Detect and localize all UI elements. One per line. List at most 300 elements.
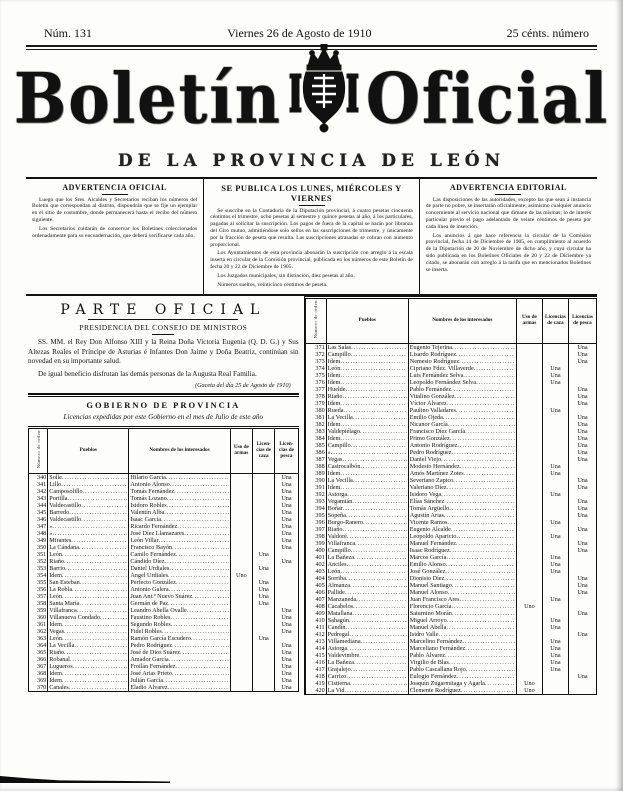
license-armas-cell <box>230 621 252 628</box>
license-armas-cell <box>516 631 542 638</box>
license-caza-cell <box>542 435 568 442</box>
scan-artifact <box>0 776 170 783</box>
license-caza-cell <box>542 687 568 695</box>
dot-leader <box>62 572 127 579</box>
dot-leader <box>453 477 515 484</box>
row-number: 419 <box>305 680 326 687</box>
pueblo-cell: Huelde ..... <box>326 386 408 393</box>
dot-leader <box>187 607 229 614</box>
row-number: 384 <box>305 435 326 442</box>
row-number: 416 <box>305 659 326 666</box>
column-header-caza: Licencias de caza <box>253 428 275 473</box>
dot-leader <box>172 544 229 551</box>
pueblo-cell: San Esteban ..... <box>48 579 129 586</box>
dot-leader <box>176 579 229 586</box>
pueblo-cell: Valdevimbre ..... <box>326 652 408 659</box>
dot-leader <box>352 610 406 617</box>
license-pesca-cell <box>568 568 596 575</box>
license-caza-cell <box>542 498 568 505</box>
name-cell: Paulino Valladares ..... <box>408 407 516 414</box>
table-row <box>305 582 596 589</box>
dot-leader <box>170 481 229 488</box>
table-row <box>305 610 596 617</box>
name-cell: Saturnino Morán ..... <box>408 610 516 617</box>
license-armas-cell: Uno <box>230 572 252 579</box>
dot-leader <box>456 351 515 358</box>
license-pesca-cell <box>275 600 298 607</box>
name-cell: Miguel Arroyo ..... <box>408 617 516 624</box>
license-armas-cell <box>516 470 542 477</box>
pueblo-cell: Idem ..... <box>326 358 408 365</box>
pueblo-cell: Valdecastillo ..... <box>48 502 129 509</box>
row-number: 347 <box>29 523 48 530</box>
dot-leader <box>451 386 515 393</box>
table-row <box>29 523 299 530</box>
license-pesca-cell <box>568 603 596 610</box>
license-pesca-cell: Una <box>275 656 298 663</box>
name-cell: León Villar ..... <box>129 537 230 544</box>
dot-leader <box>174 488 229 495</box>
dot-leader <box>77 607 128 614</box>
dot-leader <box>456 540 515 547</box>
table-row <box>29 495 299 502</box>
pueblo-cell: La Cándana ..... <box>48 544 129 551</box>
table-row <box>29 516 299 523</box>
dot-leader <box>351 442 407 449</box>
table-row <box>305 498 596 505</box>
license-armas-cell <box>230 649 252 656</box>
license-caza-cell <box>253 656 275 663</box>
license-caza-cell: Una <box>253 579 275 586</box>
license-caza-cell <box>253 516 275 523</box>
license-armas-cell <box>230 473 252 481</box>
table-row <box>305 638 596 645</box>
table-header-row <box>305 298 596 343</box>
table-row <box>305 470 596 477</box>
dot-leader <box>342 456 406 463</box>
row-number: 363 <box>29 635 48 642</box>
license-armas-cell <box>516 652 542 659</box>
license-caza-cell <box>542 421 568 428</box>
gaceta-reference: (Gaceta del día 25 de Agosto de 1910) <box>195 381 291 389</box>
table-row <box>29 558 299 565</box>
name-cell: Amós Martínez Zotes ..... <box>408 470 516 477</box>
name-cell: Vicente Ramos ..... <box>408 519 516 526</box>
table-row <box>305 659 596 666</box>
row-number: 373 <box>305 358 326 365</box>
dot-leader <box>450 547 515 554</box>
name-cell: Germán de Paz ..... <box>129 600 230 607</box>
name-cell: Pablo Fernández ..... <box>408 386 516 393</box>
pueblo-cell: Valdecastillo ..... <box>48 516 129 523</box>
table-row <box>29 509 299 516</box>
license-pesca-cell: Una <box>568 477 596 484</box>
dot-leader <box>452 603 515 610</box>
pueblo-cell: Pedregal ..... <box>326 631 408 638</box>
license-pesca-cell: Una <box>568 428 596 435</box>
license-caza-cell <box>542 631 568 638</box>
dot-leader <box>452 449 515 456</box>
table-row <box>305 386 596 393</box>
name-cell: Daniel Urdiales ..... <box>129 565 230 572</box>
name-cell: Valentín Alba ..... <box>129 509 230 516</box>
row-number: 379 <box>305 400 326 407</box>
row-number: 352 <box>29 558 48 565</box>
license-pesca-cell <box>275 586 298 593</box>
pueblo-cell: Burgo-Ranero ..... <box>326 519 408 526</box>
license-caza-cell <box>253 523 275 530</box>
license-armas-cell <box>230 663 252 670</box>
row-number: 386 <box>305 449 326 456</box>
parte-oficial-paragraph: De igual beneficio disfrutan las demás personas de la Augusta Real Familia. <box>38 369 257 378</box>
license-armas-cell <box>516 596 542 603</box>
license-armas-cell <box>230 677 252 684</box>
pueblo-cell: Vegas ..... <box>326 456 408 463</box>
notice-official <box>26 179 203 295</box>
name-cell: Pedro Rodríguez ..... <box>408 449 516 456</box>
license-pesca-cell: Una <box>275 607 298 614</box>
table-row <box>305 589 596 596</box>
dot-leader <box>167 495 229 502</box>
license-armas-cell <box>230 558 252 565</box>
license-caza-cell: Una <box>542 638 568 645</box>
name-cell: Isaac García ..... <box>129 516 230 523</box>
license-caza-cell <box>253 614 275 621</box>
pueblo-cell: La Vecilla ..... <box>326 477 408 484</box>
pueblo-cell: Mirantes ..... <box>48 537 129 544</box>
license-armas-cell <box>516 568 542 575</box>
name-cell: Nicanor García ..... <box>408 421 516 428</box>
license-caza-cell <box>542 680 568 687</box>
dot-leader <box>441 456 515 463</box>
right-column <box>305 296 597 694</box>
table-row <box>305 645 596 652</box>
pueblo-cell: Matallana ..... <box>326 610 408 617</box>
name-cell: Antonio Galera ..... <box>129 586 230 593</box>
license-armas-cell <box>230 509 252 516</box>
license-caza-cell: Una <box>542 561 568 568</box>
pueblo-cell: Villafranca ..... <box>326 540 408 547</box>
license-caza-cell <box>253 509 275 516</box>
column-header-nombres: Nombres de los interesados <box>408 298 516 343</box>
name-cell: Valeriano Díez ..... <box>408 484 516 491</box>
column-header-armas: Uso de armas <box>230 428 252 473</box>
name-cell: Ramón García Escudero ..... <box>129 635 230 642</box>
dot-leader <box>452 610 515 617</box>
pueblo-cell: Cacabelos ..... <box>326 603 408 610</box>
license-armas-cell <box>230 635 252 642</box>
dot-leader <box>340 372 406 379</box>
table-row <box>305 505 596 512</box>
dot-leader <box>180 649 229 656</box>
pueblo-cell: Anciles ..... <box>326 561 408 568</box>
license-pesca-cell: Una <box>568 358 596 365</box>
dot-leader <box>351 666 407 673</box>
license-pesca-cell <box>568 561 596 568</box>
license-pesca-cell: Una <box>275 488 298 495</box>
dot-leader <box>360 463 406 470</box>
table-row <box>29 572 299 579</box>
license-armas-cell <box>230 586 252 593</box>
dot-leader <box>466 666 515 673</box>
license-caza-cell: Una <box>542 533 568 540</box>
dot-leader <box>331 449 407 456</box>
license-armas-cell <box>230 537 252 544</box>
pueblo-cell: Vegas ..... <box>48 628 129 635</box>
name-cell: Antonio Alonso ..... <box>129 481 230 488</box>
masthead-title-right: Oficial <box>365 57 610 140</box>
license-caza-cell <box>542 526 568 533</box>
parte-oficial-title: PARTE OFICIAL <box>60 302 267 319</box>
dot-leader <box>352 498 406 505</box>
license-pesca-cell: Una <box>275 481 298 488</box>
row-number: 354 <box>29 572 48 579</box>
dot-leader <box>342 393 406 400</box>
dot-leader <box>448 421 515 428</box>
license-armas-cell <box>516 610 542 617</box>
license-caza-cell <box>542 477 568 484</box>
main-content <box>26 296 597 694</box>
dot-leader <box>164 509 229 516</box>
name-cell: Lisardo Rodríguez ..... <box>408 351 516 358</box>
table-row <box>305 666 596 673</box>
license-caza-cell <box>253 481 275 488</box>
license-pesca-cell <box>568 554 596 561</box>
dot-leader <box>70 656 127 663</box>
row-number: 345 <box>29 509 48 516</box>
pueblo-cell: Idem ..... <box>326 372 408 379</box>
pueblo-cell: Sorriba ..... <box>326 575 408 582</box>
pueblo-cell: Idem ..... <box>48 677 129 684</box>
name-cell: Isidoro Robles ..... <box>129 502 230 509</box>
dot-leader <box>451 526 515 533</box>
dot-leader <box>363 519 407 526</box>
table-row <box>29 579 299 586</box>
issue-date: Viernes 26 de Agosto de 1910 <box>227 26 372 40</box>
license-caza-cell: Una <box>253 635 275 642</box>
name-cell: Primo González ..... <box>408 435 516 442</box>
dot-leader <box>167 502 229 509</box>
pueblo-cell: Idem ..... <box>326 400 408 407</box>
name-cell: Ricardo Fernández ..... <box>129 523 230 530</box>
license-pesca-cell: Una <box>275 642 298 649</box>
license-pesca-cell <box>275 551 298 558</box>
name-cell: Dionisio Díez ..... <box>408 575 516 582</box>
dot-leader <box>170 614 228 621</box>
name-cell: Marcelino Fernández ..... <box>408 638 516 645</box>
row-number: 387 <box>305 456 326 463</box>
license-armas-cell <box>230 579 252 586</box>
row-number: 405 <box>305 582 326 589</box>
pueblo-cell: Las Salas ..... <box>326 343 408 351</box>
license-caza-cell: Una <box>253 551 275 558</box>
dot-leader <box>81 516 127 523</box>
name-cell: Manuel Fernández ..... <box>408 540 516 547</box>
license-armas-cell <box>230 614 252 621</box>
license-pesca-cell <box>568 533 596 540</box>
license-caza-cell <box>542 343 568 351</box>
pueblo-cell: Robanal ..... <box>48 656 129 663</box>
license-pesca-cell <box>568 470 596 477</box>
license-pesca-cell: Una <box>275 670 298 677</box>
dot-leader <box>347 645 407 652</box>
pueblo-cell: Idem ..... <box>326 421 408 428</box>
table-row <box>29 614 299 621</box>
dot-leader <box>163 677 229 684</box>
name-cell: Daniel Viejo ..... <box>408 456 516 463</box>
dot-leader <box>444 512 515 519</box>
license-armas-cell <box>230 551 252 558</box>
license-caza-cell <box>253 488 275 495</box>
pueblo-cell: Grajalejo ..... <box>326 666 408 673</box>
row-number: 360 <box>29 614 48 621</box>
row-number: 375 <box>305 372 326 379</box>
name-cell: Isidoro Vega ..... <box>408 491 516 498</box>
notice-publication-paragraph: Los Ayuntamientos de esta provincia abonarán la suscripción con arreglo á la escala inserta en circular de la Comisión provincial, publicada en los números de este Boletín de fecha 20 y 22 de Diciembre de 1905. <box>210 250 413 270</box>
name-cell: Francisco Bayón ..... <box>129 544 230 551</box>
dot-leader <box>465 645 515 652</box>
row-number: 346 <box>29 516 48 523</box>
dot-leader <box>447 400 515 407</box>
row-number: 361 <box>29 621 48 628</box>
license-pesca-cell: Una <box>275 544 298 551</box>
dot-leader <box>461 687 515 694</box>
license-armas-cell <box>230 684 252 692</box>
row-number: 368 <box>29 670 48 677</box>
row-number: 380 <box>305 407 326 414</box>
row-number: 392 <box>305 491 326 498</box>
dot-leader <box>452 582 515 589</box>
row-number: 391 <box>305 484 326 491</box>
table-row <box>305 568 596 575</box>
table-row <box>29 607 299 614</box>
license-caza-cell: Una <box>253 565 275 572</box>
license-caza-cell <box>253 502 275 509</box>
row-number: 414 <box>305 645 326 652</box>
license-armas-cell <box>516 463 542 470</box>
dot-leader <box>354 659 407 666</box>
dot-leader <box>169 565 228 572</box>
license-table-right <box>305 296 597 694</box>
license-pesca-cell: Una <box>568 414 596 421</box>
dot-leader <box>176 663 229 670</box>
pueblo-cell: Villanueva Condado ..... <box>48 614 129 621</box>
table-row <box>305 343 596 351</box>
license-pesca-cell: Una <box>568 526 596 533</box>
table-row <box>305 491 596 498</box>
license-armas-cell <box>230 530 252 537</box>
notice-official-title: ADVERTENCIA OFICIAL <box>32 183 197 195</box>
masthead-subtitle: DE LA PROVINCIA DE LEÓN <box>117 150 506 171</box>
dot-leader <box>460 596 515 603</box>
dot-leader <box>168 684 229 691</box>
license-pesca-cell: Una <box>275 502 298 509</box>
license-caza-cell: Una <box>542 491 568 498</box>
license-pesca-cell: Una <box>568 547 596 554</box>
dot-leader <box>346 386 407 393</box>
name-cell: Francisco Díez García ..... <box>408 428 516 435</box>
license-pesca-cell: Una <box>568 484 596 491</box>
row-number: 388 <box>305 463 326 470</box>
pueblo-cell: La Bañeza ..... <box>326 554 408 561</box>
issue-price: 25 cénts. número <box>506 26 589 40</box>
license-armas-cell <box>516 540 542 547</box>
license-pesca-cell: Una <box>568 498 596 505</box>
license-caza-cell: Una <box>542 645 568 652</box>
license-caza-cell <box>253 642 275 649</box>
pueblo-cell: » ..... <box>48 523 129 530</box>
pueblo-cell: Idem ..... <box>48 670 129 677</box>
pueblo-cell: Barredo ..... <box>48 509 129 516</box>
dot-leader <box>343 505 407 512</box>
license-armas-cell <box>230 600 252 607</box>
dot-leader <box>361 638 407 645</box>
dot-leader <box>73 663 128 670</box>
dot-leader <box>176 551 229 558</box>
name-cell: Manuel Abella ..... <box>408 624 516 631</box>
column-header-pesca: Licencias de pesca <box>275 428 298 473</box>
dot-leader <box>448 589 515 596</box>
column-header-pueblos: Pueblos <box>326 298 408 343</box>
license-pesca-cell: Una <box>568 673 596 680</box>
dot-leader <box>81 502 127 509</box>
license-armas-cell <box>230 544 252 551</box>
license-caza-cell <box>253 572 275 579</box>
dot-leader <box>62 670 127 677</box>
dot-leader <box>340 484 406 491</box>
license-caza-cell <box>253 544 275 551</box>
name-cell: Camilo Fernández ..... <box>129 551 230 558</box>
table-row <box>29 684 299 692</box>
dot-leader <box>165 558 229 565</box>
table-row <box>305 575 596 582</box>
license-pesca-cell: Una <box>568 512 596 519</box>
row-number: 365 <box>29 649 48 656</box>
license-caza-cell <box>542 512 568 519</box>
notice-editorial-title: ADVERTENCIA EDITORIAL <box>426 183 591 195</box>
license-armas-cell <box>516 519 542 526</box>
dot-leader <box>340 379 406 386</box>
name-cell: Florencio García ..... <box>408 603 516 610</box>
name-cell: Antonio Rodríguez ..... <box>408 442 516 449</box>
table-row <box>29 635 299 642</box>
dot-leader <box>67 495 127 502</box>
dot-leader <box>184 530 228 537</box>
dot-leader <box>346 624 407 631</box>
row-number: 413 <box>305 638 326 645</box>
dot-leader <box>447 519 515 526</box>
pueblo-cell: La Robla ..... <box>48 586 129 593</box>
row-number: 410 <box>305 617 326 624</box>
dot-leader <box>476 379 515 386</box>
dot-leader <box>340 358 406 365</box>
dot-leader <box>349 617 407 624</box>
dot-leader <box>340 568 406 575</box>
dot-leader <box>340 435 406 442</box>
license-caza-cell: Una <box>542 407 568 414</box>
license-armas-cell <box>230 502 252 509</box>
license-armas-cell: Uno <box>516 687 542 695</box>
name-cell: Ángel Urdiales ..... <box>129 572 230 579</box>
page-header-bar <box>0 0 623 45</box>
license-armas-cell <box>516 372 542 379</box>
pueblo-cell: Campillo ..... <box>326 351 408 358</box>
license-armas-cell <box>516 407 542 414</box>
pueblo-cell: Candín ..... <box>326 624 408 631</box>
license-armas-cell <box>516 456 542 463</box>
dot-leader <box>355 540 407 547</box>
name-cell: José González ..... <box>408 568 516 575</box>
